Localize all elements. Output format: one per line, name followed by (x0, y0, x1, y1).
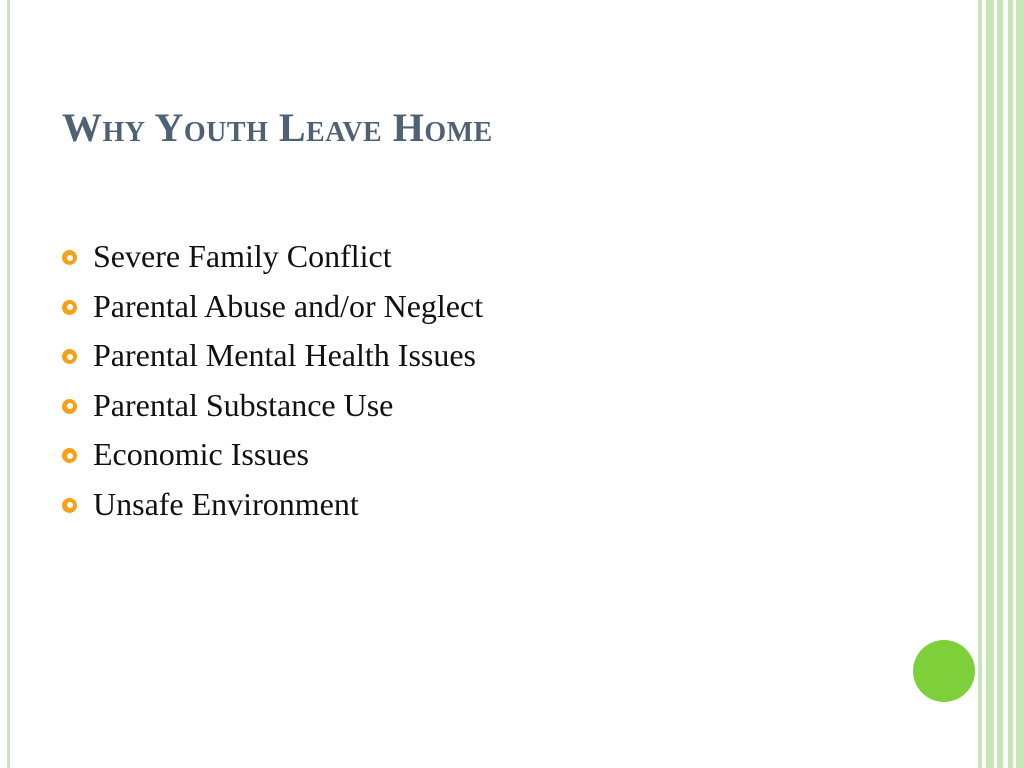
bullet-item (62, 430, 483, 480)
slide-title: Why Youth Leave Home (62, 105, 493, 150)
right-decorative-stripe (1016, 0, 1024, 768)
bullet-text: Parental Abuse and/or Neglect (93, 287, 484, 324)
bullet-item (62, 480, 483, 530)
bullet-list (62, 232, 483, 529)
bullet-text: Severe Family Conflict (93, 238, 392, 275)
bullet-text: Economic Issues (93, 436, 309, 473)
ring-bullet-icon (62, 349, 77, 364)
bullet-text: Parental Substance Use (93, 386, 394, 423)
green-circle-accent (913, 640, 975, 702)
ring-bullet-icon (62, 448, 77, 463)
bullet-item (62, 381, 483, 431)
bullet-item (62, 331, 483, 381)
right-decorative-stripe (986, 0, 994, 768)
bullet-item (62, 282, 483, 332)
ring-bullet-icon (62, 300, 77, 315)
ring-bullet-icon (62, 399, 77, 414)
right-decorative-stripe (997, 0, 1003, 768)
bullet-text: Parental Mental Health Issues (93, 337, 476, 374)
bullet-text: Unsafe Environment (93, 485, 359, 522)
right-decorative-stripe (978, 0, 982, 768)
bullet-item (62, 232, 483, 282)
right-decorative-stripe (1008, 0, 1013, 768)
ring-bullet-icon (62, 498, 77, 513)
ring-bullet-icon (62, 250, 77, 265)
left-border-line (7, 0, 10, 768)
